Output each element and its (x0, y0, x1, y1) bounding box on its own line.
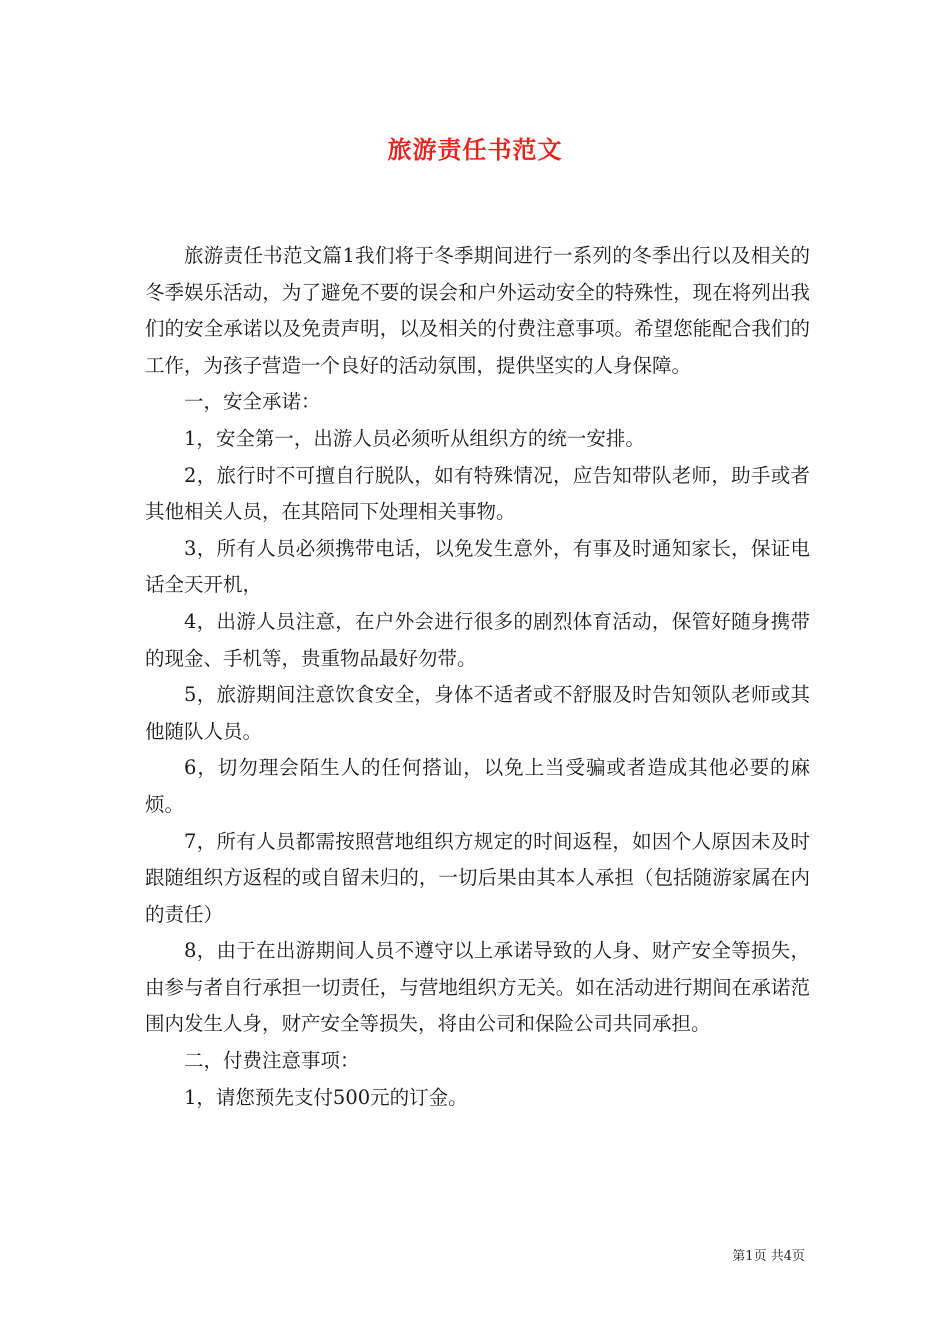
paragraph-intro: 旅游责任书范文篇1我们将于冬季期间进行一系列的冬季出行以及相关的冬季娱乐活动，为了避免不要的误会和户外运动安全的特殊性，现在将列出我们的安全承诺以及免责声明，以及相关的付费注意事项。希望您能配合我们的工作，为孩子营造一个良好的活动氛围，提供坚实的人身保障。 (145, 244, 810, 377)
list-item: 4，出游人员注意，在户外会进行很多的剧烈体育活动，保管好随身携带的现金、手机等，贵重物品最好勿带。 (145, 609, 810, 670)
document-title: 旅游责任书范文 (387, 135, 563, 164)
footer-middle: 页 共 (753, 1249, 784, 1264)
list-item: 7，所有人员都需按照营地组织方规定的时间返程，如因个人原因未及时跟随组织方返程的或自留未归的，一切后果由其本人承担（包括随游家属在内的责任） (145, 829, 810, 926)
section-heading-safety: 一，安全承诺： (184, 390, 321, 414)
footer-suffix: 页 (791, 1249, 805, 1264)
page-number-footer (732, 1248, 805, 1266)
list-item: 3，所有人员必须携带电话，以免发生意外，有事及时通知家长，保证电话全天开机， (145, 536, 810, 597)
section-heading-payment: 二，付费注意事项： (184, 1049, 360, 1073)
list-item: 2，旅行时不可擅自行脱队，如有特殊情况，应告知带队老师，助手或者其他相关人员，在其陪同下处理相关事物。 (145, 463, 810, 524)
footer-prefix: 第 (732, 1249, 746, 1264)
footer-current-page: 1 (745, 1249, 754, 1264)
list-item: 1，请您预先支付500元的订金。 (184, 1085, 468, 1109)
list-item: 8，由于在出游期间人员不遵守以上承诺导致的人身、财产安全等损失，由参与者自行承担一切责任，与营地组织方无关。如在活动进行期间在承诺范围内发生人身，财产安全等损失，将由公司和保险公司共同承担。 (145, 939, 810, 1036)
footer-total-pages: 4 (783, 1249, 792, 1264)
document-body (145, 238, 810, 1116)
list-item: 6，切勿理会陌生人的任何搭讪，以免上当受骗或者造成其他必要的麻烦。 (145, 756, 810, 816)
list-item: 5，旅游期间注意饮食安全，身体不适者或不舒服及时告知领队老师或其他随队人员。 (145, 683, 810, 743)
list-item: 1，安全第一，出游人员必须听从组织方的统一安排。 (184, 426, 645, 450)
